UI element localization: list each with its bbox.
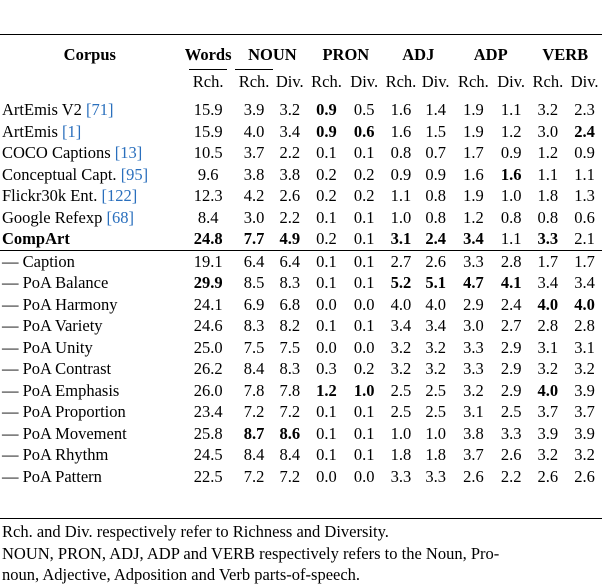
corpus-name: — PoA Contrast (2, 359, 112, 378)
table-row (0, 401, 602, 423)
corpus-name: — PoA Harmony (2, 294, 118, 314)
cell-adp-r: 3.3 (463, 337, 484, 357)
cell-noun-d: 8.4 (279, 445, 301, 464)
cell-noun-d: 6.8 (279, 294, 301, 314)
cell-words: 24.8 (193, 229, 223, 248)
cell-verb-r: 3.2 (537, 445, 559, 464)
subheader-noun-div: Div. (275, 72, 304, 91)
cell-pron-r: 0.1 (316, 423, 337, 443)
cell-adj-r: 2.5 (390, 402, 412, 421)
cell-verb-d: 0.6 (574, 207, 595, 227)
citation-link[interactable]: [1] (62, 121, 82, 141)
cell-pron-d: 0.1 (353, 423, 375, 443)
cell-noun-d: 8.2 (279, 316, 301, 335)
cell-words: 26.2 (193, 359, 223, 378)
cell-adp-d: 2.4 (500, 294, 522, 314)
note-line-2: NOUN, PRON, ADJ, ADP and VERB respectively refers to the Noun, Pro- (2, 543, 500, 563)
corpus-name-cell (0, 142, 180, 164)
cell-words: 24.1 (193, 294, 223, 314)
header-words: Words (184, 45, 232, 65)
subheader-adp-div: Div. (497, 72, 526, 91)
cell-pron-d: 0.5 (353, 100, 375, 119)
cell-noun-d: 7.2 (279, 402, 301, 421)
cell-adj-d: 3.3 (425, 466, 446, 486)
cell-noun-d: 2.6 (279, 186, 301, 205)
cell-words: 25.8 (193, 423, 223, 443)
notes-divider (0, 518, 602, 519)
header-adj: ADJ (402, 45, 435, 65)
cell-adp-d: 0.8 (500, 207, 522, 227)
cell-adp-d: 2.7 (500, 316, 522, 335)
corpus-name: — PoA Emphasis (2, 380, 120, 400)
cell-adj-r: 1.6 (390, 100, 412, 119)
cell-pron-d: 0.1 (353, 273, 375, 292)
cell-adp-r: 3.3 (463, 359, 484, 378)
cell-adp-d: 1.6 (500, 164, 522, 184)
cell-words: 24.5 (193, 445, 223, 464)
cell-noun-d: 8.3 (279, 273, 301, 292)
cell-adp-r: 2.9 (463, 294, 484, 314)
corpus-name: — PoA Movement (2, 423, 127, 443)
cell-adp-d: 3.3 (500, 423, 522, 443)
cell-adp-r: 1.2 (463, 207, 484, 227)
corpus-name-cell (0, 444, 180, 466)
header-verb: VERB (542, 45, 589, 65)
cell-adp-d: 2.6 (500, 445, 522, 464)
cell-noun-d: 3.4 (279, 121, 301, 141)
header-row (0, 35, 602, 72)
cell-adj-r: 3.2 (390, 359, 412, 378)
cell-noun-r: 4.2 (243, 186, 265, 205)
cell-adp-d: 2.2 (500, 466, 522, 486)
cell-adj-r: 1.1 (390, 186, 412, 205)
cell-pron-r: 0.0 (316, 294, 337, 314)
cell-adj-d: 3.2 (425, 359, 446, 378)
corpus-name-cell (0, 228, 180, 250)
cell-noun-r: 8.4 (243, 445, 265, 464)
table-row (0, 466, 602, 488)
cell-verb-r: 2.8 (537, 316, 559, 335)
cell-pron-d: 0.2 (353, 164, 375, 184)
corpus-name-cell (0, 185, 180, 207)
cell-noun-r: 8.4 (243, 359, 265, 378)
cell-words: 22.5 (193, 466, 223, 486)
cell-noun-r: 7.7 (243, 229, 265, 248)
cell-pron-d: 0.1 (353, 445, 375, 464)
cell-noun-r: 7.2 (243, 402, 265, 421)
cell-adj-r: 3.4 (390, 316, 412, 335)
cell-pron-r: 0.9 (316, 100, 337, 119)
cell-pron-r: 1.2 (316, 380, 337, 400)
cell-pron-d: 0.1 (353, 207, 375, 227)
cell-pron-d: 0.1 (353, 316, 375, 335)
cell-adj-r: 0.9 (390, 164, 412, 184)
cell-adj-r: 0.8 (390, 143, 412, 162)
header-adp: ADP (473, 45, 508, 65)
cell-adj-d: 4.0 (425, 294, 446, 314)
cell-adj-d: 2.5 (425, 402, 446, 421)
subheader-adj-rch: Rch. (385, 72, 417, 91)
cell-words: 23.4 (193, 402, 223, 421)
cell-noun-r: 3.0 (243, 207, 265, 227)
cell-adj-d: 3.4 (425, 316, 446, 335)
cell-noun-r: 6.4 (237, 250, 272, 272)
cell-pron-r: 0.1 (308, 250, 345, 272)
cell-adp-r: 1.9 (463, 100, 484, 119)
cell-verb-r: 3.7 (537, 402, 559, 421)
cell-adj-r: 5.2 (390, 273, 412, 292)
cell-verb-d: 2.1 (574, 229, 595, 248)
corpus-name-cell (0, 272, 180, 294)
table-row (0, 315, 602, 337)
cell-adj-d: 1.0 (425, 423, 446, 443)
cell-adj-d: 3.2 (425, 337, 446, 357)
corpus-name: — PoA Variety (2, 316, 103, 335)
cell-adj-d: 0.8 (425, 186, 446, 205)
corpus-name-cell (0, 466, 180, 488)
cell-noun-d: 7.8 (279, 380, 301, 400)
cell-adj-r: 1.6 (390, 121, 412, 141)
cell-adp-d: 0.9 (500, 143, 522, 162)
cell-noun-r: 7.8 (243, 380, 265, 400)
cell-pron-r: 0.1 (316, 207, 337, 227)
cell-noun-d: 7.2 (279, 466, 301, 486)
cell-adp-r: 1.9 (463, 121, 484, 141)
cell-adp-r: 3.4 (463, 229, 484, 248)
cell-pron-d: 0.0 (353, 294, 375, 314)
cell-pron-d: 1.0 (353, 380, 375, 400)
cell-verb-r: 1.1 (537, 164, 559, 184)
cell-words: 15.9 (193, 100, 223, 119)
corpus-name: Flickr30k Ent. (2, 186, 102, 205)
cell-pron-r: 0.1 (316, 316, 337, 335)
cell-words: 26.0 (193, 380, 223, 400)
subheader-adp-rch: Rch. (458, 72, 489, 91)
cell-noun-d: 8.3 (279, 359, 301, 378)
cell-adp-d: 1.0 (500, 186, 522, 205)
subheader-adj-div: Div. (421, 72, 450, 91)
note-line-3: noun, Adjective, Adposition and Verb parts-of-speech. (2, 565, 361, 584)
corpus-name-cell (0, 423, 180, 445)
corpus-name-cell (0, 207, 180, 229)
corpus-name: CompArt (2, 229, 70, 248)
cell-adp-d: 1.1 (500, 229, 522, 248)
cell-noun-d: 4.9 (279, 229, 301, 248)
table-row (0, 380, 602, 402)
cell-verb-r: 0.8 (537, 207, 559, 227)
citation-link[interactable]: [68] (106, 207, 134, 227)
cell-adj-r: 3.3 (390, 466, 412, 486)
cell-adp-r: 1.7 (463, 143, 484, 162)
cell-pron-r: 0.2 (316, 164, 337, 184)
header-corpus: Corpus (63, 45, 116, 65)
cell-noun-r: 7.5 (243, 337, 265, 357)
corpus-name: — PoA Rhythm (2, 445, 109, 464)
cell-adj-r: 1.0 (390, 207, 412, 227)
cell-noun-d: 8.6 (279, 423, 301, 443)
table-notes (2, 521, 600, 586)
cell-verb-d: 2.3 (574, 100, 595, 119)
table-row (0, 185, 602, 207)
cell-adj-d: 5.1 (425, 273, 446, 292)
cell-pron-r: 0.2 (316, 186, 337, 205)
cell-noun-r: 8.7 (243, 423, 265, 443)
cell-pron-d: 0.0 (353, 466, 375, 486)
cell-adj-d: 0.9 (425, 164, 446, 184)
table-row (0, 142, 602, 164)
cell-adj-d: 0.7 (425, 143, 446, 162)
cell-verb-d: 1.7 (567, 250, 602, 272)
table-body-baselines (0, 99, 602, 250)
subheader-pron-rch: Rch. (311, 72, 342, 91)
corpus-name: COCO Captions (2, 143, 115, 162)
corpus-name: — Caption (2, 251, 75, 271)
corpus-name: — PoA Pattern (2, 466, 102, 486)
cell-noun-d: 2.2 (279, 143, 301, 162)
cell-pron-r: 0.1 (316, 402, 337, 421)
cell-noun-r: 3.8 (243, 164, 265, 184)
cell-noun-d: 6.4 (271, 250, 308, 272)
table-row (0, 337, 602, 359)
cell-verb-r: 3.3 (537, 229, 559, 248)
cell-noun-d: 2.2 (279, 207, 301, 227)
corpus-name-cell (0, 164, 180, 186)
corpus-name: ArtEmis V2 (2, 100, 87, 119)
table-row (0, 358, 602, 380)
cell-adp-d: 2.9 (500, 359, 522, 378)
cell-words: 9.6 (197, 164, 219, 184)
cell-adp-r: 1.6 (463, 164, 484, 184)
cell-noun-d: 3.2 (279, 100, 301, 119)
corpus-name-cell (0, 99, 180, 121)
cell-verb-r: 3.1 (537, 337, 559, 357)
table-row (0, 164, 602, 186)
cell-adp-d: 4.1 (500, 273, 522, 292)
cell-adp-r: 3.0 (463, 316, 484, 335)
cell-pron-r: 0.1 (316, 445, 337, 464)
subheader-noun-rch: Rch. (237, 71, 272, 99)
cell-adp-d: 2.5 (500, 402, 522, 421)
table-row (0, 294, 602, 316)
cell-pron-d: 0.0 (353, 337, 375, 357)
table-row (0, 250, 602, 272)
citation-link[interactable]: [71] (86, 100, 114, 119)
corpus-name-cell (0, 315, 180, 337)
header-pron: PRON (322, 45, 370, 65)
cell-pron-d: 0.6 (353, 121, 375, 141)
cell-noun-r: 4.0 (243, 121, 265, 141)
cell-adj-d: 1.8 (425, 445, 446, 464)
corpus-name: Conceptual Capt. (2, 164, 121, 184)
cell-adj-d: 2.5 (425, 380, 446, 400)
cell-adp-d: 2.9 (500, 380, 522, 400)
corpus-name-cell (0, 250, 180, 272)
cell-verb-r: 1.7 (528, 250, 567, 272)
cell-pron-r: 0.0 (316, 337, 337, 357)
table-body-compart-parts (0, 250, 602, 487)
cell-adp-d: 2.8 (494, 250, 529, 272)
cell-verb-d: 3.2 (574, 445, 595, 464)
cell-words: 10.5 (193, 143, 223, 162)
citation-link[interactable]: [13] (114, 143, 143, 162)
corpus-name: — PoA Proportion (2, 402, 126, 421)
cell-pron-r: 0.3 (316, 359, 337, 378)
table-row (0, 423, 602, 445)
citation-link[interactable]: [95] (120, 164, 149, 184)
cell-adp-r: 2.6 (463, 466, 484, 486)
cell-verb-d: 3.7 (574, 402, 595, 421)
cell-verb-r: 3.2 (537, 359, 559, 378)
cell-verb-d: 2.4 (574, 121, 595, 141)
cell-adj-r: 1.8 (390, 445, 412, 464)
subheader-pron-div: Div. (350, 72, 379, 91)
cell-adj-d: 0.8 (425, 207, 446, 227)
cell-adj-d: 2.4 (425, 229, 446, 248)
cell-words: 8.4 (197, 207, 219, 227)
cell-pron-d: 0.1 (353, 402, 375, 421)
subheader-empty (0, 71, 180, 99)
corpus-name: — PoA Balance (2, 273, 109, 292)
cell-adj-r: 3.2 (390, 337, 412, 357)
cell-adp-d: 1.2 (500, 121, 522, 141)
cell-pron-d: 0.2 (353, 359, 375, 378)
cell-verb-r: 3.2 (537, 100, 559, 119)
cell-noun-r: 8.3 (243, 316, 265, 335)
cell-words: 29.9 (193, 273, 223, 292)
cell-noun-d: 3.8 (279, 164, 301, 184)
cell-pron-r: 0.1 (316, 273, 337, 292)
pos-statistics-table (0, 34, 602, 487)
cell-verb-d: 3.1 (574, 337, 595, 357)
cell-words: 15.9 (193, 121, 223, 141)
cell-verb-d: 3.9 (574, 423, 595, 443)
cell-pron-d: 0.1 (353, 143, 375, 162)
cell-verb-r: 4.0 (537, 380, 559, 400)
cell-adp-r: 4.7 (463, 273, 484, 292)
corpus-name-cell (0, 358, 180, 380)
cell-adp-r: 3.2 (463, 380, 484, 400)
cell-verb-r: 3.9 (537, 423, 559, 443)
corpus-name-cell (0, 337, 180, 359)
cell-pron-r: 0.1 (316, 143, 337, 162)
corpus-name: ArtEmis (2, 121, 63, 141)
cell-verb-r: 2.6 (537, 466, 559, 486)
cell-adj-r: 1.0 (390, 423, 412, 443)
cell-noun-r: 3.9 (243, 100, 265, 119)
corpus-name-cell (0, 380, 180, 402)
cell-verb-r: 3.4 (537, 273, 559, 292)
subheader-row (0, 71, 602, 99)
table-row (0, 272, 602, 294)
table-row (0, 444, 602, 466)
cell-noun-r: 7.2 (243, 466, 265, 486)
corpus-name: Google Refexp (2, 207, 107, 227)
cell-verb-d: 3.2 (574, 359, 595, 378)
cell-noun-d: 7.5 (279, 337, 301, 357)
corpus-name-cell (0, 294, 180, 316)
cell-verb-d: 2.6 (574, 466, 595, 486)
table-row (0, 228, 602, 250)
cell-verb-r: 3.0 (537, 121, 559, 141)
cell-noun-r: 6.9 (243, 294, 265, 314)
cell-verb-d: 4.0 (574, 294, 595, 314)
table-row (0, 99, 602, 121)
cell-words: 12.3 (193, 186, 223, 205)
cell-verb-r: 1.2 (537, 143, 559, 162)
cell-adp-r: 3.8 (463, 423, 484, 443)
cell-words: 25.0 (193, 337, 223, 357)
cell-adp-d: 2.9 (500, 337, 522, 357)
table-row (0, 121, 602, 143)
corpus-name: — PoA Unity (2, 337, 93, 357)
cell-adp-r: 3.1 (463, 402, 484, 421)
cell-words: 24.6 (193, 316, 223, 335)
cropped-text-fragment (0, 0, 602, 8)
cell-pron-d: 0.1 (353, 229, 375, 248)
cell-pron-d: 0.1 (345, 250, 384, 272)
cell-adj-r: 3.1 (390, 229, 412, 248)
note-line-1: Rch. and Div. respectively refer to Richness and Diversity. (2, 522, 389, 541)
subheader-verb-rch: Rch. (532, 72, 564, 91)
citation-link[interactable]: [122] (101, 186, 138, 205)
cell-verb-d: 3.9 (574, 380, 595, 400)
cell-pron-r: 0.0 (316, 466, 337, 486)
cell-verb-d: 0.9 (574, 143, 595, 162)
cell-verb-d: 2.8 (574, 316, 595, 335)
subheader-words-rch: Rch. (180, 71, 237, 99)
cell-verb-d: 3.4 (574, 273, 595, 292)
cell-pron-r: 0.9 (316, 121, 337, 141)
cell-adj-d: 1.4 (425, 100, 446, 119)
cell-adp-d: 1.1 (500, 100, 522, 119)
cell-adj-r: 4.0 (390, 294, 412, 314)
cell-pron-r: 0.2 (316, 229, 337, 248)
cell-pron-d: 0.2 (353, 186, 375, 205)
cell-adj-d: 1.5 (425, 121, 446, 141)
cell-adp-r: 3.7 (463, 445, 484, 464)
subheader-verb-div: Div. (570, 72, 599, 91)
cell-verb-d: 1.1 (574, 164, 595, 184)
cell-adp-r: 3.3 (453, 250, 494, 272)
corpus-name-cell (0, 121, 180, 143)
corpus-name-cell (0, 401, 180, 423)
table-row (0, 207, 602, 229)
cell-noun-r: 8.5 (243, 273, 265, 292)
cell-noun-r: 3.7 (243, 143, 265, 162)
cell-verb-d: 1.3 (574, 186, 595, 205)
cell-verb-r: 1.8 (537, 186, 559, 205)
header-noun: NOUN (248, 45, 297, 65)
cell-verb-r: 4.0 (537, 294, 559, 314)
cell-adj-r: 2.7 (384, 250, 419, 272)
cell-adj-r: 2.5 (390, 380, 412, 400)
cell-adj-d: 2.6 (418, 250, 453, 272)
cell-adp-r: 1.9 (463, 186, 484, 205)
cell-words: 19.1 (180, 250, 237, 272)
